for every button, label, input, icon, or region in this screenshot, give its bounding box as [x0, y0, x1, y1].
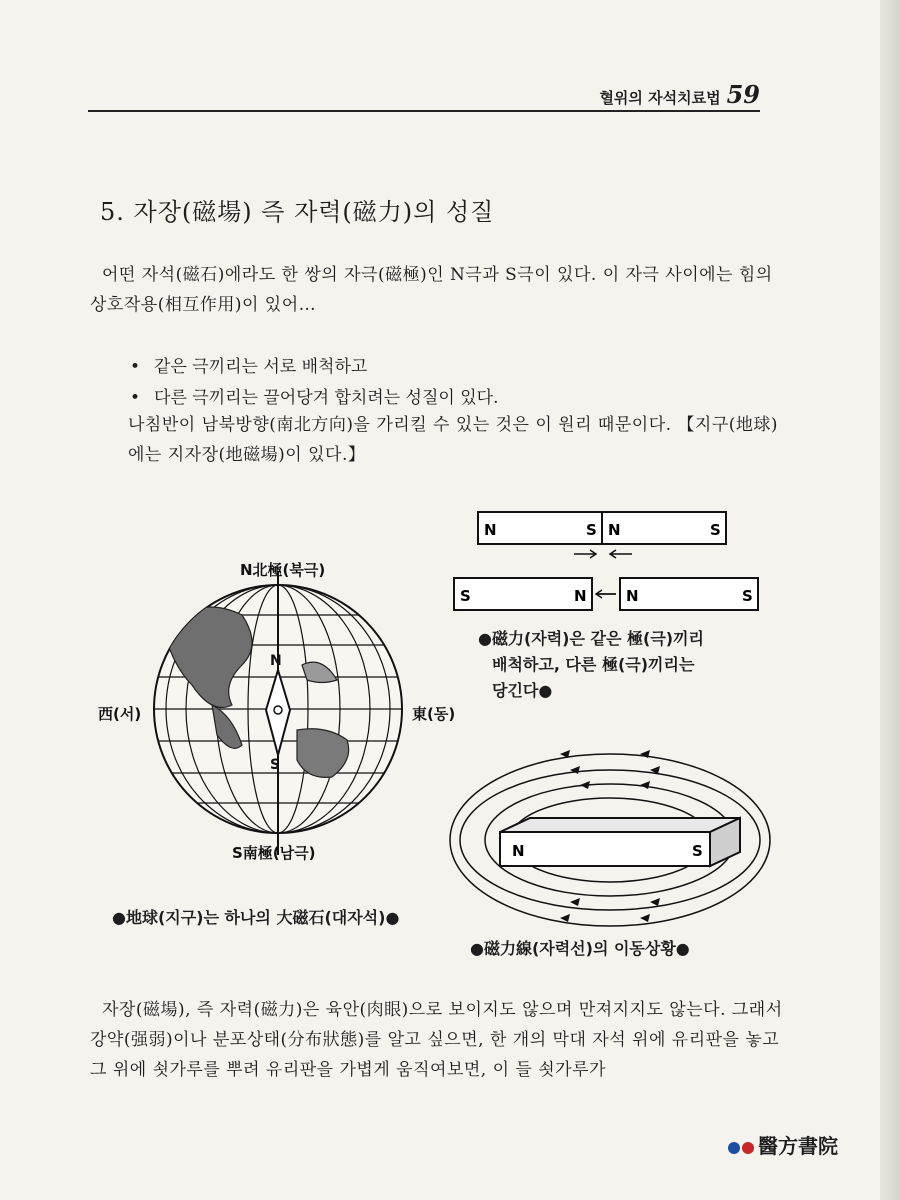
- section-title: 5. 자장(磁場) 즉 자력(磁力)의 성질: [100, 198, 495, 226]
- magnet-caption-line: 배척하고, 다른 極(극)끼리는: [492, 655, 695, 674]
- magnet-caption: [478, 626, 778, 704]
- globe-figure: [92, 555, 472, 935]
- page-number: 59: [726, 80, 760, 109]
- running-title: 혈위의 자석치료법: [599, 89, 721, 107]
- magnet2-n: N: [608, 521, 621, 539]
- paragraph-3: 자장(磁場), 즉 자력(磁力)은 육안(肉眼)으로 보이지도 않으며 만져지지도 않는다. 그래서 강약(强弱)이나 분포상태(分布狀態)를 알고 싶으면, 한 개의 막대 자석 위에 유리판을 놓고 그 위에 쇳가루를 뿌려 유리판을 가볍게 움직여보면, 이 들 쇳가루가: [90, 1000, 783, 1080]
- globe-s-mark: S: [270, 757, 281, 773]
- south-pole-label: S南極(남극): [232, 844, 316, 862]
- field-s-mark: S: [692, 842, 703, 860]
- attract-arrow-left: [610, 550, 632, 558]
- magnet1-s: S: [586, 521, 597, 539]
- magnet1-n: N: [484, 521, 497, 539]
- bullet-list: [130, 352, 498, 414]
- magnet2-s: S: [710, 521, 721, 539]
- publisher-logo: [728, 1130, 838, 1159]
- logo-dot-red: [742, 1142, 754, 1154]
- globe-caption: ●地球(지구)는 하나의 大磁石(대자석)●: [112, 908, 400, 927]
- magnet4-s: S: [742, 587, 753, 605]
- magnet3-n: N: [574, 587, 587, 605]
- field-caption: ●磁力線(자력선)의 이동상황●: [470, 939, 690, 958]
- logo-dot-blue: [728, 1142, 740, 1154]
- running-head: [560, 80, 760, 109]
- attract-arrow-right: [574, 550, 596, 558]
- west-label: 西(서): [98, 705, 142, 723]
- bullet-item: • 다른 극끼리는 끌어당겨 합치려는 성질이 있다.: [130, 383, 498, 414]
- paragraph-1: 어떤 자석(磁石)에라도 한 쌍의 자극(磁極)인 N극과 S극이 있다. 이 자극 사이에는 힘의 상호작용(相互作用)이 있어…: [90, 265, 773, 315]
- publisher-name: 醫方書院: [758, 1134, 838, 1158]
- paragraph-2: 나침반이 남북방향(南北方向)을 가리킬 수 있는 것은 이 원리 때문이다. 【지구(地球)에는 지자장(地磁場)이 있다.】: [128, 415, 779, 465]
- magnet4-n: N: [626, 587, 639, 605]
- magnet-caption-line: 당긴다●: [492, 681, 553, 700]
- magnet-pairs-figure: [460, 500, 770, 620]
- magnet3-s: S: [460, 587, 471, 605]
- bullet-item: • 같은 극끼리는 서로 배척하고: [130, 352, 498, 383]
- page-edge: [880, 0, 900, 1200]
- north-pole-label: N北極(북극): [240, 561, 326, 579]
- magnet-caption-line: ●磁力(자력)은 같은 極(극)끼리: [478, 629, 704, 648]
- field-n-mark: N: [512, 842, 525, 860]
- east-label: 東(동): [412, 705, 456, 723]
- globe-n-mark: N: [270, 653, 282, 669]
- header-rule: [88, 110, 760, 112]
- field-lines-figure: [440, 740, 780, 930]
